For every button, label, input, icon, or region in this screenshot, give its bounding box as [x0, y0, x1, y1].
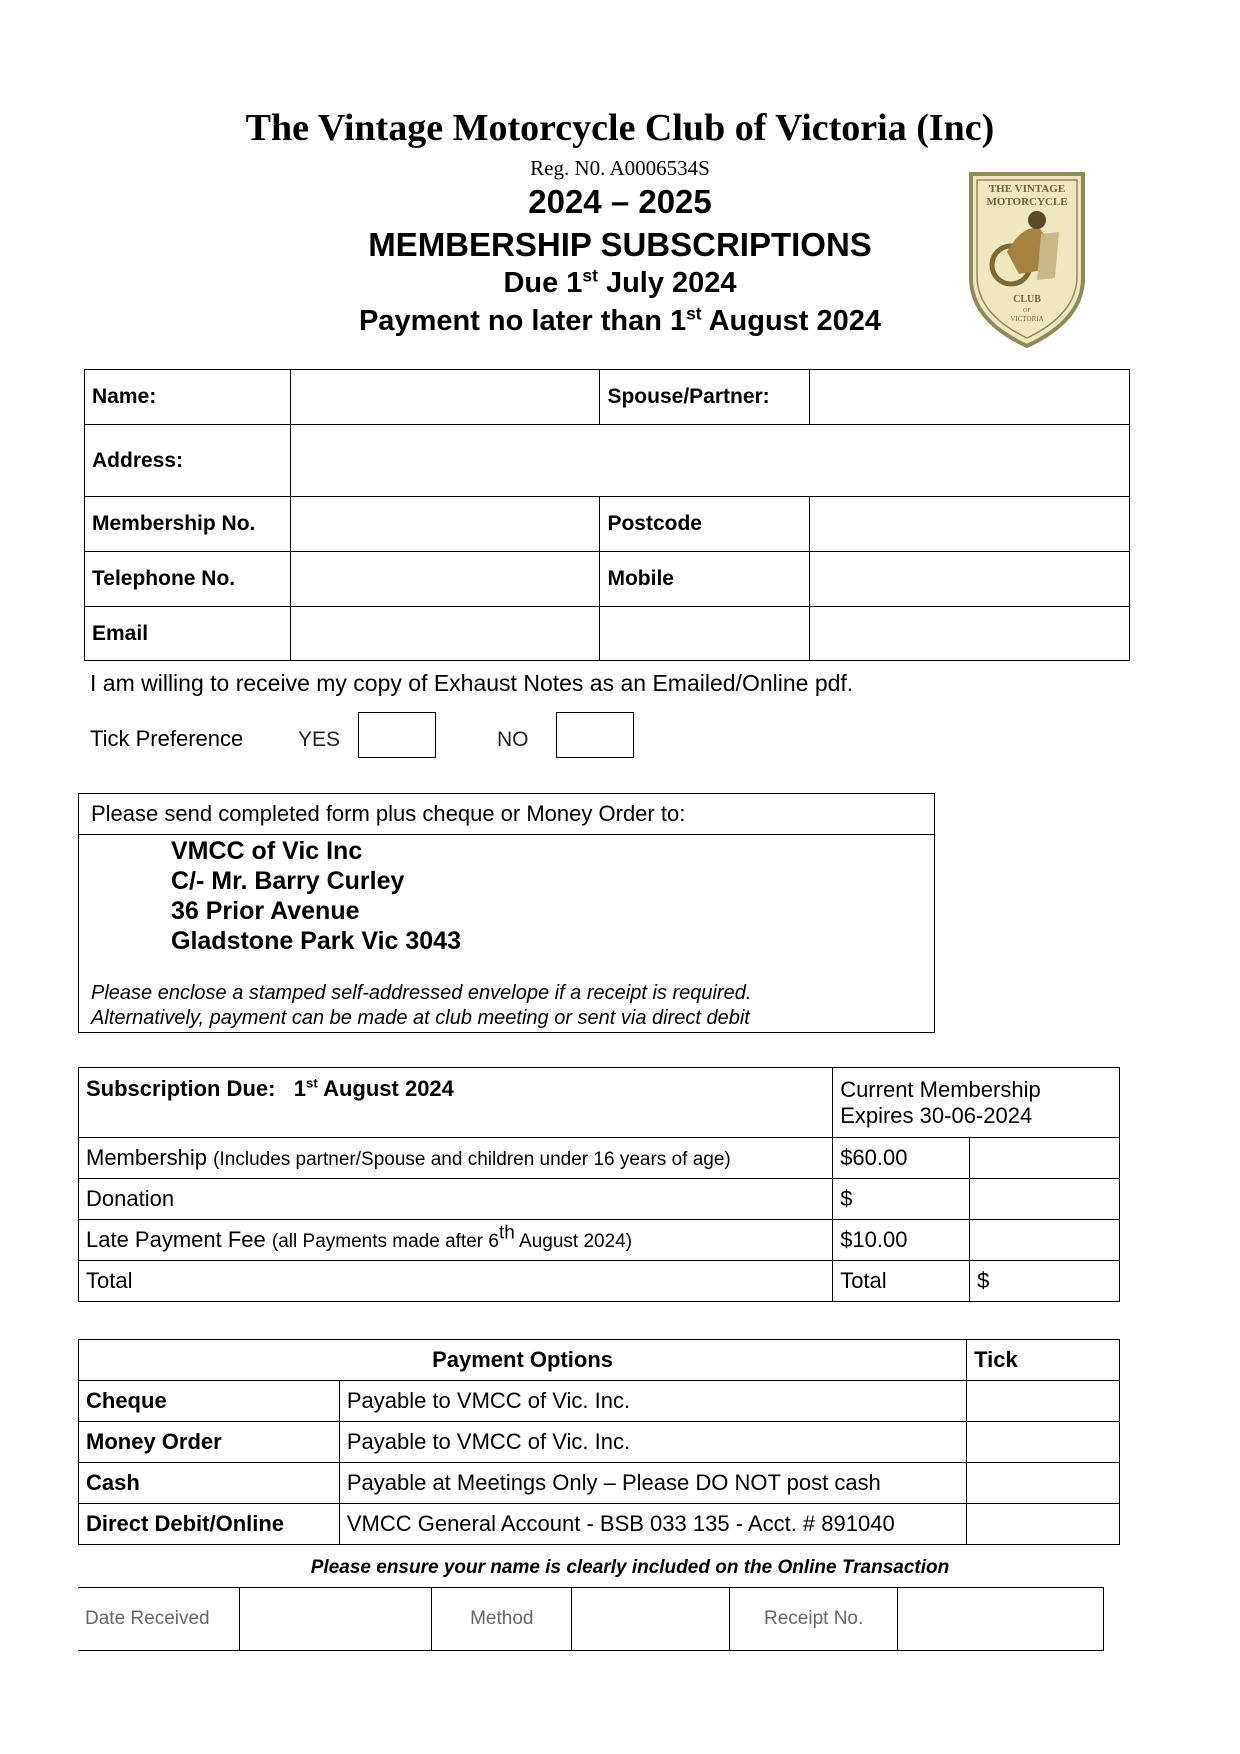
- payment-header-row: [79, 1340, 1120, 1381]
- current-membership-line2: Expires 30-06-2024: [840, 1102, 1033, 1128]
- subscription-row-total: [79, 1261, 1120, 1302]
- due-suffix: July 2024: [597, 267, 737, 299]
- payment-method-detail: Payable to VMCC of Vic. Inc.: [339, 1422, 966, 1463]
- late-fee-note-sup: th: [498, 1222, 515, 1244]
- yes-label: YES: [298, 728, 341, 751]
- payment-options-table: [78, 1339, 1120, 1545]
- payment-options-header: Payment Options: [79, 1340, 967, 1381]
- address-label: Address:: [85, 425, 291, 497]
- tick-preference-label: Tick Preference: [90, 726, 244, 751]
- subscription-due-label: Subscription Due:: [86, 1076, 276, 1101]
- membership-no-field[interactable]: [290, 497, 600, 552]
- details-row-telephone: [85, 552, 1130, 607]
- mailing-address-line: VMCC of Vic Inc: [171, 837, 363, 865]
- payment-tick-cell[interactable]: [967, 1463, 1120, 1504]
- office-receipt-row: [78, 1588, 1104, 1651]
- details-row-membership: [85, 497, 1130, 552]
- subscription-due-suffix: August 2024: [317, 1076, 454, 1101]
- current-membership-line1: Current Membership: [840, 1076, 1041, 1102]
- member-details-table: [84, 369, 1130, 661]
- mailing-instructions-box: [78, 793, 935, 1033]
- payment-method-label: Cash: [79, 1463, 340, 1504]
- no-label: NO: [497, 728, 529, 751]
- postcode-label: Postcode: [600, 497, 810, 552]
- logo-text-line2: MOTORCYCLE: [986, 196, 1068, 208]
- payment-tick-header: Tick: [967, 1340, 1120, 1381]
- subscription-row-donation: [79, 1179, 1120, 1220]
- postcode-field[interactable]: [810, 497, 1130, 552]
- subscription-row-late-fee: [79, 1220, 1120, 1261]
- late-fee-note-prefix: (all Payments made after 6: [271, 1231, 499, 1252]
- payment-method-label: Cheque: [79, 1381, 340, 1422]
- date-received-label: Date Received: [78, 1588, 240, 1651]
- no-checkbox[interactable]: [556, 712, 634, 758]
- membership-amount: $60.00: [833, 1138, 970, 1179]
- method-field[interactable]: [572, 1588, 730, 1651]
- details-row-email: [85, 607, 1130, 661]
- office-receipt-table: [78, 1587, 1104, 1651]
- late-fee-note-suffix: August 2024): [514, 1231, 633, 1252]
- payment-row-direct-debit: [79, 1504, 1120, 1545]
- mailing-header: Please send completed form plus cheque or Money Order to:: [79, 794, 934, 835]
- receipt-no-label: Receipt No.: [730, 1588, 898, 1651]
- membership-fee-label: [79, 1138, 833, 1179]
- payment-sup: st: [686, 303, 702, 324]
- payment-prefix: Payment no later than 1: [358, 305, 687, 337]
- subscription-table: [78, 1067, 1120, 1302]
- total-label-left: Total: [79, 1261, 833, 1302]
- logo-text-line3: CLUB: [1013, 294, 1041, 305]
- spouse-field[interactable]: [810, 370, 1130, 425]
- payment-row-cash: [79, 1463, 1120, 1504]
- mobile-field[interactable]: [810, 552, 1130, 607]
- email-field-extra[interactable]: [600, 607, 810, 661]
- exhaust-notes-statement: I am willing to receive my copy of Exhaust Notes as an Emailed/Online pdf.: [90, 670, 854, 696]
- subscription-year: 2024 – 2025: [528, 183, 712, 220]
- payment-row-cheque: [79, 1381, 1120, 1422]
- date-received-field[interactable]: [240, 1588, 432, 1651]
- logo-text-line1: THE VINTAGE: [988, 183, 1066, 195]
- payment-suffix: August 2024: [701, 305, 882, 337]
- donation-extra-cell[interactable]: [970, 1179, 1120, 1220]
- details-row-address: [85, 425, 1130, 497]
- mailing-address-line: 36 Prior Avenue: [171, 897, 360, 925]
- logo-text-line5: VICTORIA: [1010, 315, 1044, 323]
- mailing-address-line: Gladstone Park Vic 3043: [171, 927, 461, 955]
- membership-label: Membership: [86, 1145, 208, 1170]
- current-membership-cell: [833, 1068, 1120, 1138]
- name-label: Name:: [85, 370, 291, 425]
- address-field[interactable]: [290, 425, 1129, 497]
- payment-method-detail: Payable to VMCC of Vic. Inc.: [339, 1381, 966, 1422]
- membership-tick-cell[interactable]: [970, 1138, 1120, 1179]
- club-logo-badge: [967, 170, 1087, 350]
- membership-title: MEMBERSHIP SUBSCRIPTIONS: [368, 226, 872, 263]
- payment-tick-cell[interactable]: [967, 1504, 1120, 1545]
- email-field-extra-2[interactable]: [810, 607, 1130, 661]
- late-fee-cell: [79, 1220, 833, 1261]
- donation-label: Donation: [79, 1179, 833, 1220]
- late-fee-amount: $10.00: [833, 1220, 970, 1261]
- subscription-row-membership: [79, 1138, 1120, 1179]
- email-label: Email: [85, 607, 291, 661]
- total-amount[interactable]: $: [970, 1261, 1120, 1302]
- payment-tick-cell[interactable]: [967, 1381, 1120, 1422]
- logo-text-line4: OF: [1023, 308, 1031, 314]
- email-field[interactable]: [290, 607, 600, 661]
- method-label: Method: [432, 1588, 572, 1651]
- logo-rider-head-icon: [1028, 211, 1046, 229]
- late-fee-label: Late Payment Fee: [86, 1227, 266, 1252]
- subscription-due-cell: [79, 1068, 833, 1138]
- membership-note: (Includes partner/Spouse and children under 16 years of age): [213, 1149, 731, 1170]
- payment-method-label: Direct Debit/Online: [79, 1504, 340, 1545]
- due-sup: st: [582, 265, 598, 286]
- spouse-label: Spouse/Partner:: [600, 370, 810, 425]
- mobile-label: Mobile: [600, 552, 810, 607]
- online-transaction-note: Please ensure your name is clearly included on the Online Transaction: [310, 1557, 950, 1578]
- membership-no-label: Membership No.: [85, 497, 291, 552]
- payment-alternative-note: Alternatively, payment can be made at club meeting or sent via direct debit: [91, 1007, 750, 1029]
- payment-method-label: Money Order: [79, 1422, 340, 1463]
- name-field[interactable]: [290, 370, 600, 425]
- organization-title: The Vintage Motorcycle Club of Victoria (Inc): [245, 107, 995, 149]
- registration-number: Reg. N0. A0006534S: [530, 156, 710, 180]
- yes-checkbox[interactable]: [358, 712, 436, 758]
- subscription-due-sup: st: [306, 1075, 318, 1091]
- telephone-label: Telephone No.: [85, 552, 291, 607]
- due-prefix: Due 1: [503, 267, 583, 299]
- payment-row-money-order: [79, 1422, 1120, 1463]
- subscription-header-row: [79, 1068, 1120, 1138]
- total-label-right: Total: [833, 1261, 970, 1302]
- telephone-field[interactable]: [290, 552, 600, 607]
- details-row-name: [85, 370, 1130, 425]
- payment-method-detail: VMCC General Account - BSB 033 135 - Acct. # 891040: [339, 1504, 966, 1545]
- subscription-due-prefix: 1: [293, 1076, 307, 1101]
- payment-method-detail: Payable at Meetings Only – Please DO NOT post cash: [339, 1463, 966, 1504]
- donation-amount[interactable]: $: [833, 1179, 970, 1220]
- late-fee-extra-cell[interactable]: [970, 1220, 1120, 1261]
- payment-tick-cell[interactable]: [967, 1422, 1120, 1463]
- receipt-no-field[interactable]: [898, 1588, 1104, 1651]
- receipt-note: Please enclose a stamped self-addressed envelope if a receipt is required.: [91, 982, 752, 1004]
- mailing-address-line: C/- Mr. Barry Curley: [171, 867, 405, 895]
